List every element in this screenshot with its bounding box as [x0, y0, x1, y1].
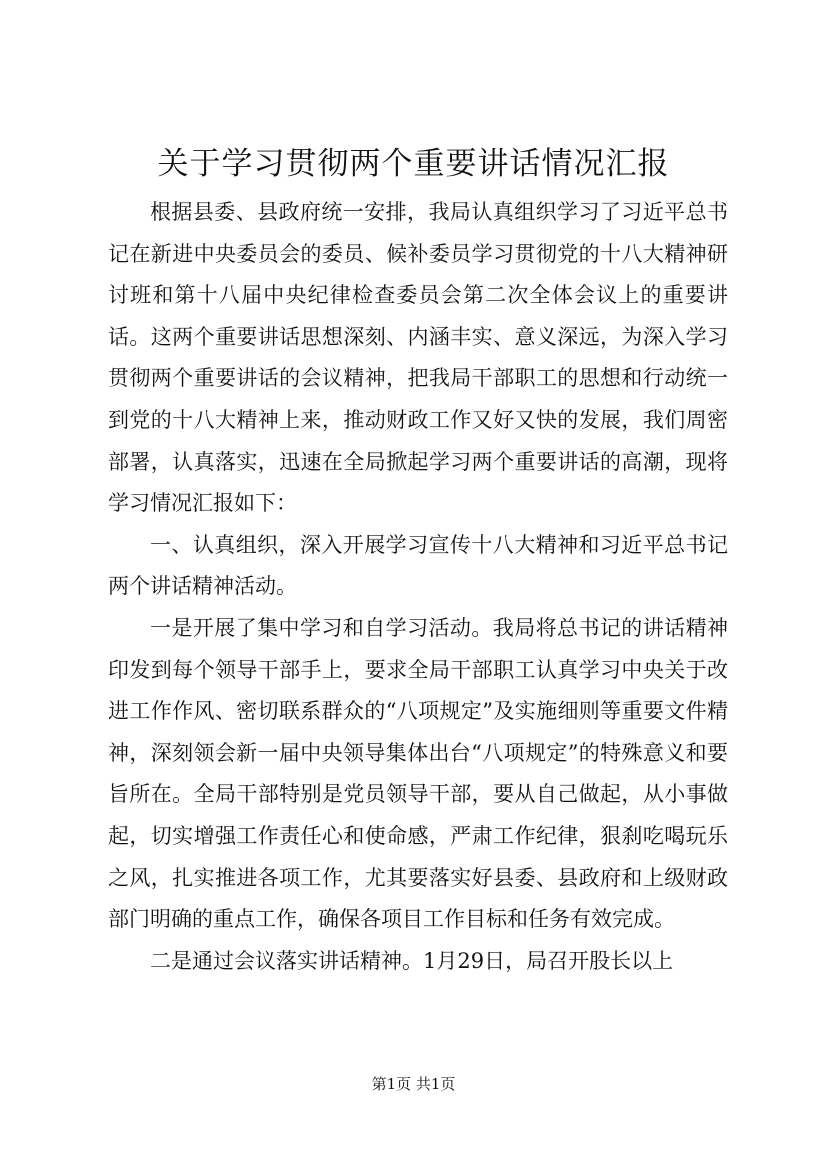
paragraph-meeting: 二是通过会议落实讲话精神。1月29日，局召开股长以上: [150, 948, 674, 973]
paragraph-section-heading: 一、认真组织，深入开展学习宣传十八大精神和习近平总书记两个讲话精神活动。: [108, 532, 728, 599]
document-body: [108, 192, 728, 982]
paragraph-intro: 根据县委、县政府统一安排，我局认真组织学习了习近平总书记在新进中央委员会的委员、候补委员学习贯彻党的十八大精神研讨班和第十八届中央纪律检查委员会第二次全体会议上的重要讲话。这两个重要讲话思想深刻、内涵丰实、意义深远，为深入学习贯彻两个重要讲话的会议精神，把我局干部职工的思想和行动统一到党的十八大精神上来，推动财政工作又好又快的发展，我们周密部署，认真落实，迅速在全局掀起学习两个重要讲话的高潮，现将学习情况汇报如下：: [108, 200, 728, 516]
paragraph-study-activities: 一是开展了集中学习和自学习活动。我局将总书记的讲话精神印发到每个领导干部手上，要求全局干部职工认真学习中央关于改进工作作风、密切联系群众的“八项规定”及实施细则等重要文件精神，深刻领会新一届中央领导集体出台“八项规定”的特殊意义和要旨所在。全局干部特别是党员领导干部，要从自己做起，从小事做起，切实增强工作责任心和使命感，严肃工作纪律，狠刹吃喝玩乐之风，扎实推进各项工作，尤其要落实好县委、县政府和上级财政部门明确的重点工作，确保各项目工作目标和任务有效完成。: [108, 615, 728, 932]
document-title: 关于学习贯彻两个重要讲话情况汇报: [157, 146, 670, 182]
page-footer: 第1页 共1页: [371, 1075, 456, 1093]
